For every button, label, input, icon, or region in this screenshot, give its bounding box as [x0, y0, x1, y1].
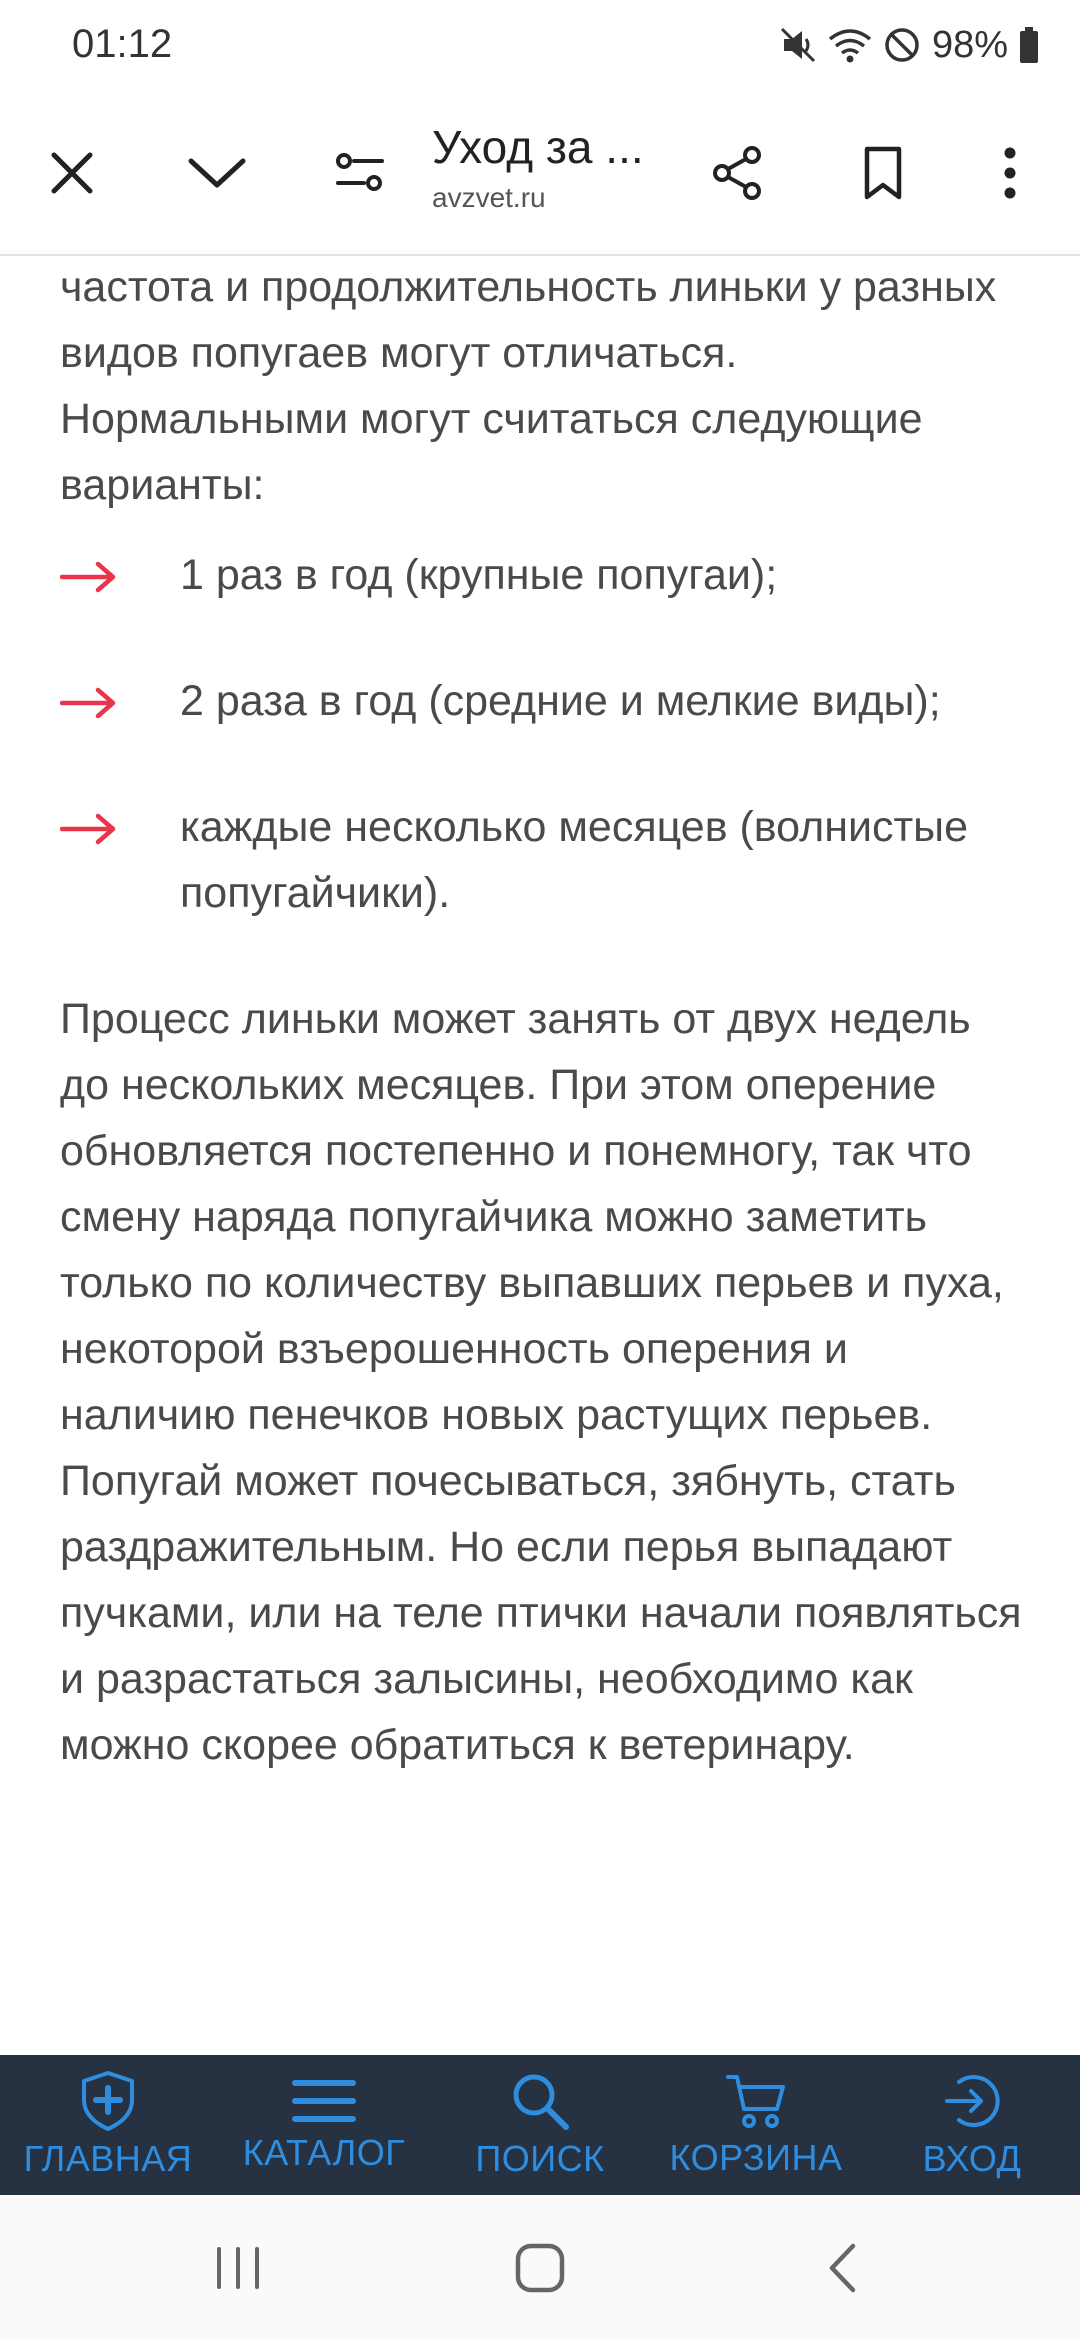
- home-button[interactable]: [470, 2195, 610, 2340]
- list-item: [60, 794, 1030, 926]
- nav-home-label: ГЛАВНАЯ: [23, 2138, 193, 2179]
- status-bar: [0, 0, 1080, 92]
- nav-search[interactable]: [432, 2055, 648, 2195]
- close-icon: [48, 149, 96, 197]
- list-item-text: 1 раз в год (крупные попугаи);: [180, 551, 778, 599]
- system-nav-bar: [0, 2195, 1080, 2340]
- status-time: 01:12: [72, 22, 173, 66]
- recent-apps-button[interactable]: [168, 2195, 308, 2340]
- home-icon: [513, 2241, 567, 2295]
- recent-apps-icon: [213, 2245, 263, 2291]
- article-content: [60, 254, 1030, 1778]
- share-button[interactable]: [683, 92, 793, 254]
- close-button[interactable]: [17, 92, 127, 254]
- menu-icon: [291, 2076, 357, 2126]
- login-icon: [941, 2070, 1003, 2132]
- page-title: Уход за ...: [432, 121, 644, 173]
- tune-icon: [334, 151, 386, 195]
- browser-toolbar: [0, 92, 1080, 256]
- arrow-right-icon: [60, 798, 120, 858]
- list-item-text: 2 раза в год (средние и мелкие виды);: [180, 677, 941, 725]
- nav-search-label: ПОИСК: [475, 2138, 605, 2179]
- page-url: avzvet.ru: [432, 182, 546, 213]
- nav-cart-label: КОРЗИНА: [669, 2137, 843, 2178]
- shield-plus-icon: [78, 2070, 138, 2132]
- list-item: [60, 542, 1030, 608]
- site-bottom-nav: [0, 2055, 1080, 2195]
- back-button[interactable]: [772, 2195, 912, 2340]
- arrow-right-icon: [60, 546, 120, 606]
- battery-icon: [1018, 25, 1040, 65]
- molt-process-paragraph: Процесс линьки может занять от двух недель до нескольких месяцев. При этом оперение обновляется постепенно и понемногу, так что смену наряда попугайчика можно заметить только по количеству выпавших перьев и пуха, некоторой взъерошенность оперения и наличию пенечков новых растущих перьев. Попугай может почесываться, зябнуть, стать раздражительным. Но если перья выпадают пучками, или на теле птички начали появляться и разрастаться залысины, необходимо как можно скорее обратиться к ветеринару.: [60, 995, 1022, 1769]
- nav-login-label: ВХОД: [922, 2138, 1022, 2179]
- nav-cart[interactable]: [648, 2055, 864, 2195]
- molt-frequency-list: [60, 542, 1030, 926]
- arrow-right-icon: [60, 672, 120, 732]
- bookmark-button[interactable]: [828, 92, 938, 254]
- more-vert-icon: [1000, 145, 1020, 201]
- nav-home[interactable]: [0, 2055, 216, 2195]
- nav-catalog-label: КАТАЛОГ: [242, 2132, 406, 2173]
- list-item: [60, 668, 1030, 734]
- page-settings-button[interactable]: [305, 92, 415, 254]
- wifi-icon: [828, 25, 872, 65]
- page-title-area[interactable]: [432, 120, 672, 214]
- search-icon: [509, 2070, 571, 2132]
- nav-catalog[interactable]: [216, 2055, 432, 2195]
- share-icon: [710, 145, 766, 201]
- minimize-button[interactable]: [162, 92, 272, 254]
- list-item-text: каждые несколько месяцев (волнистые попугайчики).: [180, 803, 969, 917]
- more-options-button[interactable]: [955, 92, 1065, 254]
- cart-icon: [725, 2071, 787, 2131]
- battery-percent: 98%: [931, 23, 1008, 66]
- intro-paragraph: частота и продолжительность линьки у разных видов попугаев могут отличаться. Нормальными могут считаться следующие варианты:: [60, 263, 997, 509]
- bookmark-icon: [861, 145, 905, 201]
- chevron-down-icon: [187, 153, 247, 193]
- mute-icon: [778, 25, 818, 65]
- nav-login[interactable]: [864, 2055, 1080, 2195]
- do-not-disturb-icon: [882, 25, 922, 65]
- back-icon: [825, 2241, 859, 2295]
- status-icons: [778, 20, 1040, 70]
